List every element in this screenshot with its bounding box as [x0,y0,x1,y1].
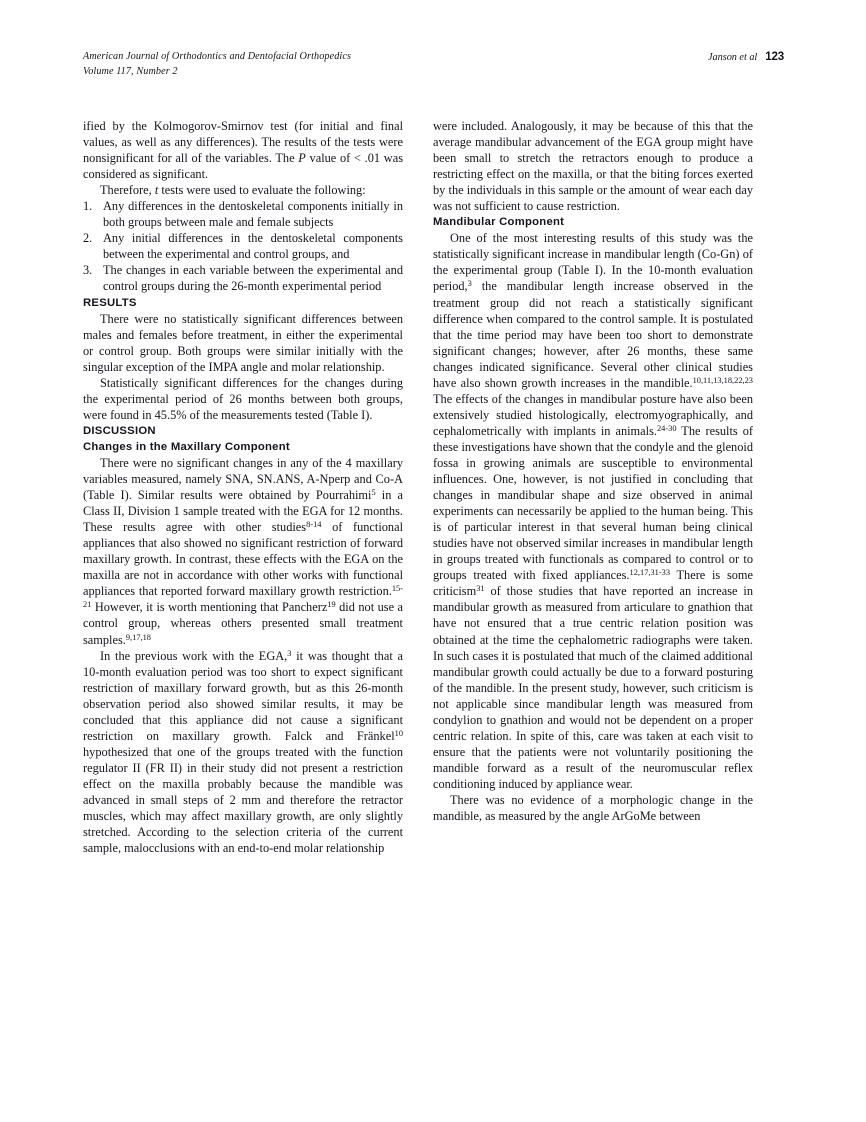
maxillary-1-text-3: of functional appliances that also showed no significant restriction of forward maxillary growth. In contrast, these effects with the EGA on the maxilla are not in accordance with other works with functional appliances that reported forward maxillary growth restriction. [83,520,404,599]
mandibular-1-text-3: The effects of the changes in mandibular posture have also been extensively studied histologically, electromyographically, and cephalometrically with implants in animals. [433,391,753,438]
column-left [83,118,403,856]
reference-superscript: 12,17,31-33 [629,568,671,578]
paragraph-mandibular-1 [433,230,753,792]
mandibular-1-text-1: One of the most interesting results of this study was the statistically significant increase in mandibular length (Co-Gn) of the experimental group (Table I). In the 10-month evaluation period, [433,231,753,294]
heading-mandibular-component: Mandibular Component [433,216,565,229]
running-head-journal-line1: American Journal of Orthodontics and Dentofacial Orthopedics [83,51,352,62]
mandibular-1-text-2: the mandibular length increase observed in the treatment group did not reach a statistically significant difference when compared to the control sample. It is postulated that the time period may have been too short to demonstrate significant changes; however, after 26 months, these same changes indicated significance. Several other clinical studies have also shown growth increases in the mandible. [433,279,753,390]
methods-text-b: value of < .01 was considered as significant. [83,151,403,182]
reference-superscript: 3 [467,279,472,289]
reference-superscript: 10 [394,728,403,738]
paragraph-maxillary-1 [83,455,403,648]
reference-superscript: 10,11,13,18,22,23 [692,375,753,385]
reference-superscript: 19 [327,600,336,610]
mandibular-1-text-6: of those studies that have reported an increase in mandibular growth as measured from articulare to gnathion that have not ensured that a true centric relation position was obtained at the time the cephalometric radiographs were taken. In such cases it is postulated that much of the claimed additional mandibular growth could actually be due to a forward posturing of the mandible. In the present study, however, such criticism is not applicable since mandibular length was measured from condylion to gnathion and would not be dependent on a proper centric relation. In spite of this, care was taken at each visit to ensure that the patients were not voluntarily positioning the mandible forward as a result of the neuromuscular reflex conditioning induced by appliance wear. [433,584,753,791]
maxillary-2-text-3: hypothesized that one of the groups treated with the function regulator II (FR II) in their study did not present a restriction effect on the maxilla probably because the mandible was advanced in small steps of 2 mm and therefore the retractor muscles, which may affect maxillary growth, are only slightly stretched. According to the selection criteria of the current sample, malocclusions with an end-to-end molar relationship [83,744,403,856]
reference-superscript: 5 [371,488,376,498]
list-item-number: 2. [83,231,93,246]
evaluation-list [83,198,403,294]
paragraph-maxillary-continued: were included. Analogously, it may be because of this that the average mandibular advancement of the EGA group might have been small to stretch the retractors enough to produce a restricting effect on the maxilla, or that the biting forces exerted by the individuals in this sample or the amount of wear each day was not sufficient to cause restriction. [433,119,753,214]
maxillary-1-text-1: There were no significant changes in any of the 4 maxillary variables measured, namely SNA, SN.ANS, A-Nperp and Co-A (Table I). Similar results were obtained by Pourrahimi [83,455,403,503]
maxillary-1-text-5: did not use a control group, whereas others presented small treatment samples. [83,600,403,647]
running-head-authors: Janson et al [708,52,758,63]
list-item-text: Any initial differences in the dentoskeletal components between the experimental and control groups, and [103,231,403,262]
running-head-journal-line2: Volume 117, Number 2 [83,65,178,77]
paragraph-maxillary-2 [83,648,403,857]
list-item-number: 3. [83,263,93,278]
paragraph-methods-continued [83,118,403,182]
list-item [83,262,403,294]
heading-maxillary-component: Changes in the Maxillary Component [83,440,290,453]
column-right [433,118,753,824]
ttests-text-a: Therefore, [100,183,155,198]
mandibular-1-text-4: The results of these investigations have shown that the condyle and the glenoid fossa in growing animals are susceptible to environmental influences. One, however, is not justified in concluding that changes in mandibular shape and size observed in animal experiments can necessarily be applied to the human being. This is of particular interest in that several human being clinical studies have not observed similar increases in mandibular length in groups treated with functionals as compared to control or to groups treated with fixed appliances. [433,423,753,583]
paragraph-mandibular-2: There was no evidence of a morphologic change in the mandible, as measured by the angle ArGoMe between [433,792,753,824]
reference-superscript: 15-21 [83,584,403,610]
ttests-text-b: tests were used to evaluate the following: [158,183,366,198]
list-item-number: 1. [83,199,93,214]
list-item [83,230,403,262]
heading-results: RESULTS [83,296,137,309]
paragraph-ttests-intro [83,182,403,198]
heading-discussion: DISCUSSION [83,424,156,437]
running-head-authors-page [708,50,784,66]
reference-superscript: 8-14 [306,520,322,530]
list-item [83,198,403,230]
reference-superscript: 24-30 [656,424,677,434]
maxillary-2-text-2: it was thought that a 10-month evaluation period was too short to expect significant restriction of maxillary forward growth, but as this 26-month observation period also showed similar results, it may be concluded that this appliance did not cause a significant restriction on maxillary growth. Falck and Fränkel [83,648,403,743]
running-head-journal [83,50,351,79]
list-item-text: The changes in each variable between the experimental and control groups during the 26-month experimental period [103,263,403,294]
reference-superscript: 3 [287,648,292,658]
paragraph-results-1: There were no statistically significant differences between males and females before treatment, in either the experimental or control group. Both groups were similar initially with the singular exception of the IMPA angle and molar relationship. [83,311,403,374]
maxillary-2-text-1: In the previous work with the EGA, [100,648,288,663]
t-italic: t [154,183,159,198]
paragraph-results-2: Statistically significant differences for the changes during the experimental period of 26 months between both groups, were found in 45.5% of the measurements tested (Table I). [83,375,403,422]
maxillary-1-text-2: in a Class II, Division 1 sample treated with the EGA for 12 months. These results agree with other studies [83,488,403,535]
methods-text-a: ified by the Kolmogorov-Smirnov test (for initial and final values, as well as any differences). The results of the tests were nonsignificant for all of the variables. The [83,119,403,166]
reference-superscript: 31 [476,584,485,594]
p-value-italic: P [298,151,306,166]
maxillary-1-text-4: However, it is worth mentioning that Pancherz [91,600,328,615]
running-head [83,50,784,84]
reference-superscript: 9,17,18 [125,632,151,642]
list-item-text: Any differences in the dentoskeletal components initially in both groups between male and female subjects [103,199,403,230]
page-number: 123 [765,50,784,63]
mandibular-1-text-5: There is some criticism [433,568,754,599]
